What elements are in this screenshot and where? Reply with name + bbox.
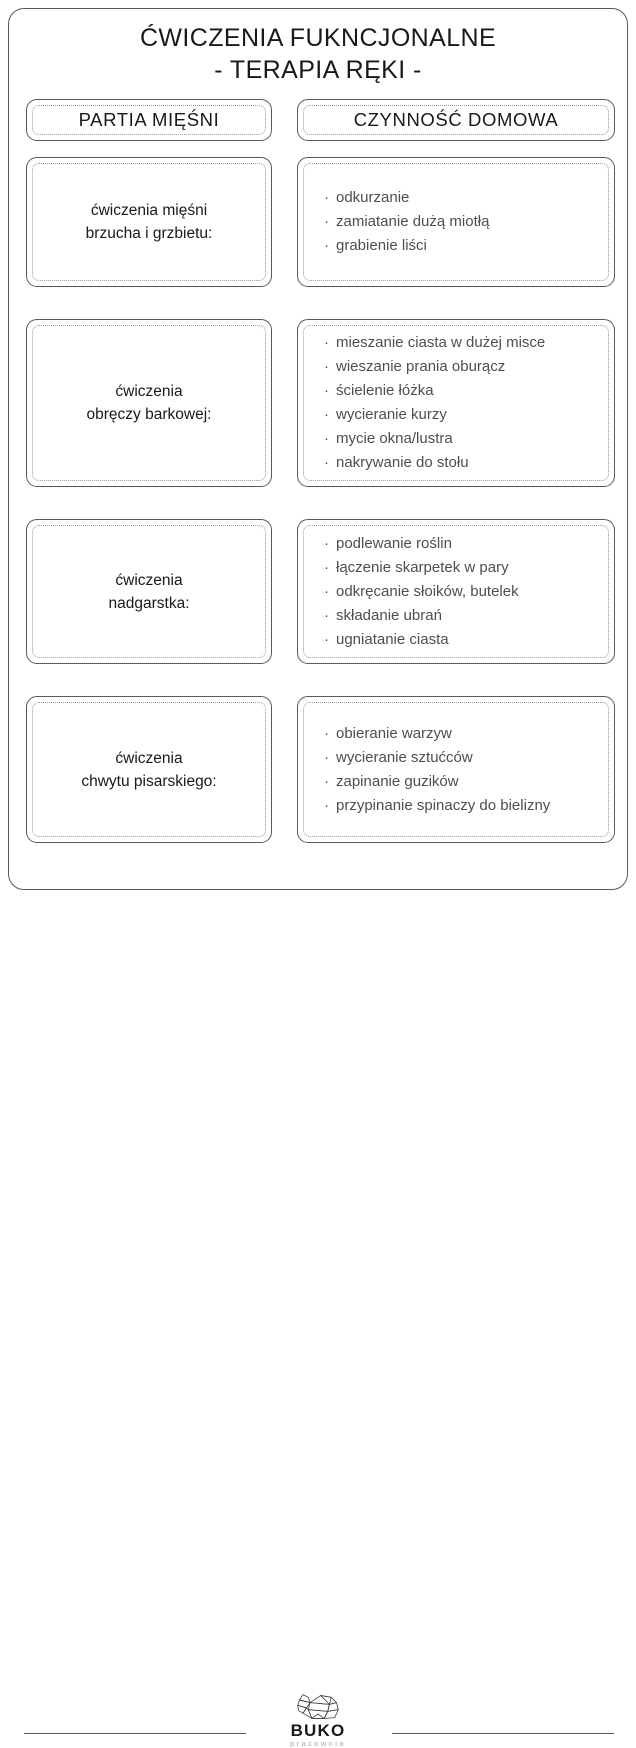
- column-header-activities-inner: [303, 105, 609, 135]
- muscle-label-1: [76, 199, 223, 245]
- activity-text: podlewanie roślin: [336, 534, 452, 552]
- bullet-icon: ·: [324, 630, 329, 648]
- geometric-bear-icon: [289, 1692, 347, 1722]
- muscle-cell-3: [26, 519, 272, 664]
- muscle-label-2-line-1: ćwiczenia: [115, 383, 183, 400]
- activity-text: przypinanie spinaczy do bielizny: [336, 796, 551, 814]
- bullet-icon: ·: [324, 189, 329, 206]
- bullet-icon: ·: [324, 748, 329, 766]
- list-item: [324, 186, 598, 210]
- muscle-cell-1-inner: [32, 163, 266, 281]
- footer-rule-left: [24, 1733, 246, 1734]
- activities-cell-4: [297, 696, 615, 843]
- muscle-cell-1: [26, 157, 272, 287]
- activities-cell-2-inner: [303, 325, 609, 481]
- muscle-label-1-line-2: brzucha i grzbietu:: [85, 225, 213, 242]
- muscle-label-3: [99, 569, 200, 615]
- muscle-cell-2: [26, 319, 272, 487]
- activity-text: składanie ubrań: [336, 606, 442, 624]
- list-item: [324, 770, 598, 794]
- activity-list-1: [304, 186, 608, 258]
- column-header-muscles-label: PARTIA MIĘŚNI: [78, 109, 220, 130]
- bullet-icon: ·: [324, 772, 329, 790]
- activities-cell-4-inner: [303, 702, 609, 837]
- list-item: [324, 331, 598, 355]
- activity-list-3: [304, 532, 608, 652]
- list-item: [324, 210, 598, 234]
- activity-text: mycie okna/lustra: [336, 430, 453, 447]
- list-item: [324, 604, 598, 628]
- bullet-icon: ·: [324, 358, 329, 375]
- activity-text: grabienie liści: [336, 237, 427, 254]
- list-item: [324, 234, 598, 258]
- muscle-label-4: [71, 747, 226, 793]
- bullet-icon: ·: [324, 430, 329, 447]
- brand-name: BUKO: [290, 1721, 346, 1740]
- activities-cell-1: [297, 157, 615, 287]
- activity-text: zapinanie guzików: [336, 772, 459, 790]
- list-item: [324, 794, 598, 818]
- activities-cell-3: [297, 519, 615, 664]
- column-header-muscles-inner: [32, 105, 266, 135]
- brand-tagline: pracownia: [290, 1739, 346, 1748]
- muscle-label-3-line-1: ćwiczenia: [115, 571, 183, 589]
- muscle-label-3-line-2: nadgarstka:: [108, 594, 190, 612]
- muscle-cell-3-inner: [32, 525, 266, 658]
- activity-text: wycieranie sztućców: [336, 748, 473, 766]
- list-item: [324, 746, 598, 770]
- muscle-label-4-line-2: chwytu pisarskiego:: [81, 772, 217, 790]
- bullet-icon: ·: [324, 334, 329, 351]
- activities-cell-1-inner: [303, 163, 609, 281]
- muscle-label-1-line-1: ćwiczenia mięśni: [90, 202, 208, 219]
- list-item: [324, 532, 598, 556]
- list-item: [324, 722, 598, 746]
- list-item: [324, 355, 598, 379]
- bullet-icon: ·: [324, 237, 329, 254]
- list-item: [324, 580, 598, 604]
- bullet-icon: ·: [324, 454, 329, 471]
- bullet-icon: ·: [324, 213, 329, 230]
- title-line-2: - TERAPIA RĘKI -: [214, 56, 422, 84]
- activity-list-2: [304, 331, 608, 475]
- list-item: [324, 628, 598, 652]
- bullet-icon: ·: [324, 582, 329, 600]
- muscle-cell-4: [26, 696, 272, 843]
- activity-text: nakrywanie do stołu: [336, 454, 469, 471]
- muscle-label-2: [77, 380, 222, 426]
- activity-text: ugniatanie ciasta: [336, 630, 449, 648]
- activity-text: odkręcanie słoików, butelek: [336, 582, 519, 600]
- activity-text: mieszanie ciasta w dużej misce: [336, 334, 546, 351]
- activity-text: obieranie warzyw: [336, 724, 452, 742]
- bullet-icon: ·: [324, 382, 329, 399]
- activity-text: wieszanie prania oburącz: [336, 358, 506, 375]
- activity-list-4: [304, 722, 608, 818]
- list-item: [324, 451, 598, 475]
- brand-logo: [253, 1692, 383, 1746]
- activity-text: odkurzanie: [336, 189, 410, 206]
- footer-rule-right: [392, 1733, 614, 1734]
- muscle-label-2-line-2: obręczy barkowej:: [86, 406, 212, 423]
- activities-cell-3-inner: [303, 525, 609, 658]
- list-item: [324, 556, 598, 580]
- bullet-icon: ·: [324, 406, 329, 423]
- bullet-icon: ·: [324, 724, 329, 742]
- title-line-1: ĆWICZENIA FUKNCJONALNE: [139, 24, 497, 52]
- activity-text: zamiatanie dużą miotłą: [336, 213, 490, 230]
- muscle-cell-2-inner: [32, 325, 266, 481]
- bullet-icon: ·: [324, 534, 329, 552]
- activity-text: łączenie skarpetek w pary: [336, 558, 509, 576]
- column-header-activities: [297, 99, 615, 141]
- footer: [0, 846, 636, 1748]
- muscle-label-4-line-1: ćwiczenia: [115, 749, 183, 767]
- list-item: [324, 379, 598, 403]
- list-item: [324, 427, 598, 451]
- bullet-icon: ·: [324, 606, 329, 624]
- muscle-cell-4-inner: [32, 702, 266, 837]
- list-item: [324, 403, 598, 427]
- activity-text: wycieranie kurzy: [336, 406, 447, 423]
- activities-cell-2: [297, 319, 615, 487]
- bullet-icon: ·: [324, 796, 329, 814]
- column-header-activities-label: CZYNNOŚĆ DOMOWA: [353, 109, 559, 130]
- column-header-muscles: [26, 99, 272, 141]
- activity-text: ścielenie łóżka: [336, 382, 434, 399]
- bullet-icon: ·: [324, 558, 329, 576]
